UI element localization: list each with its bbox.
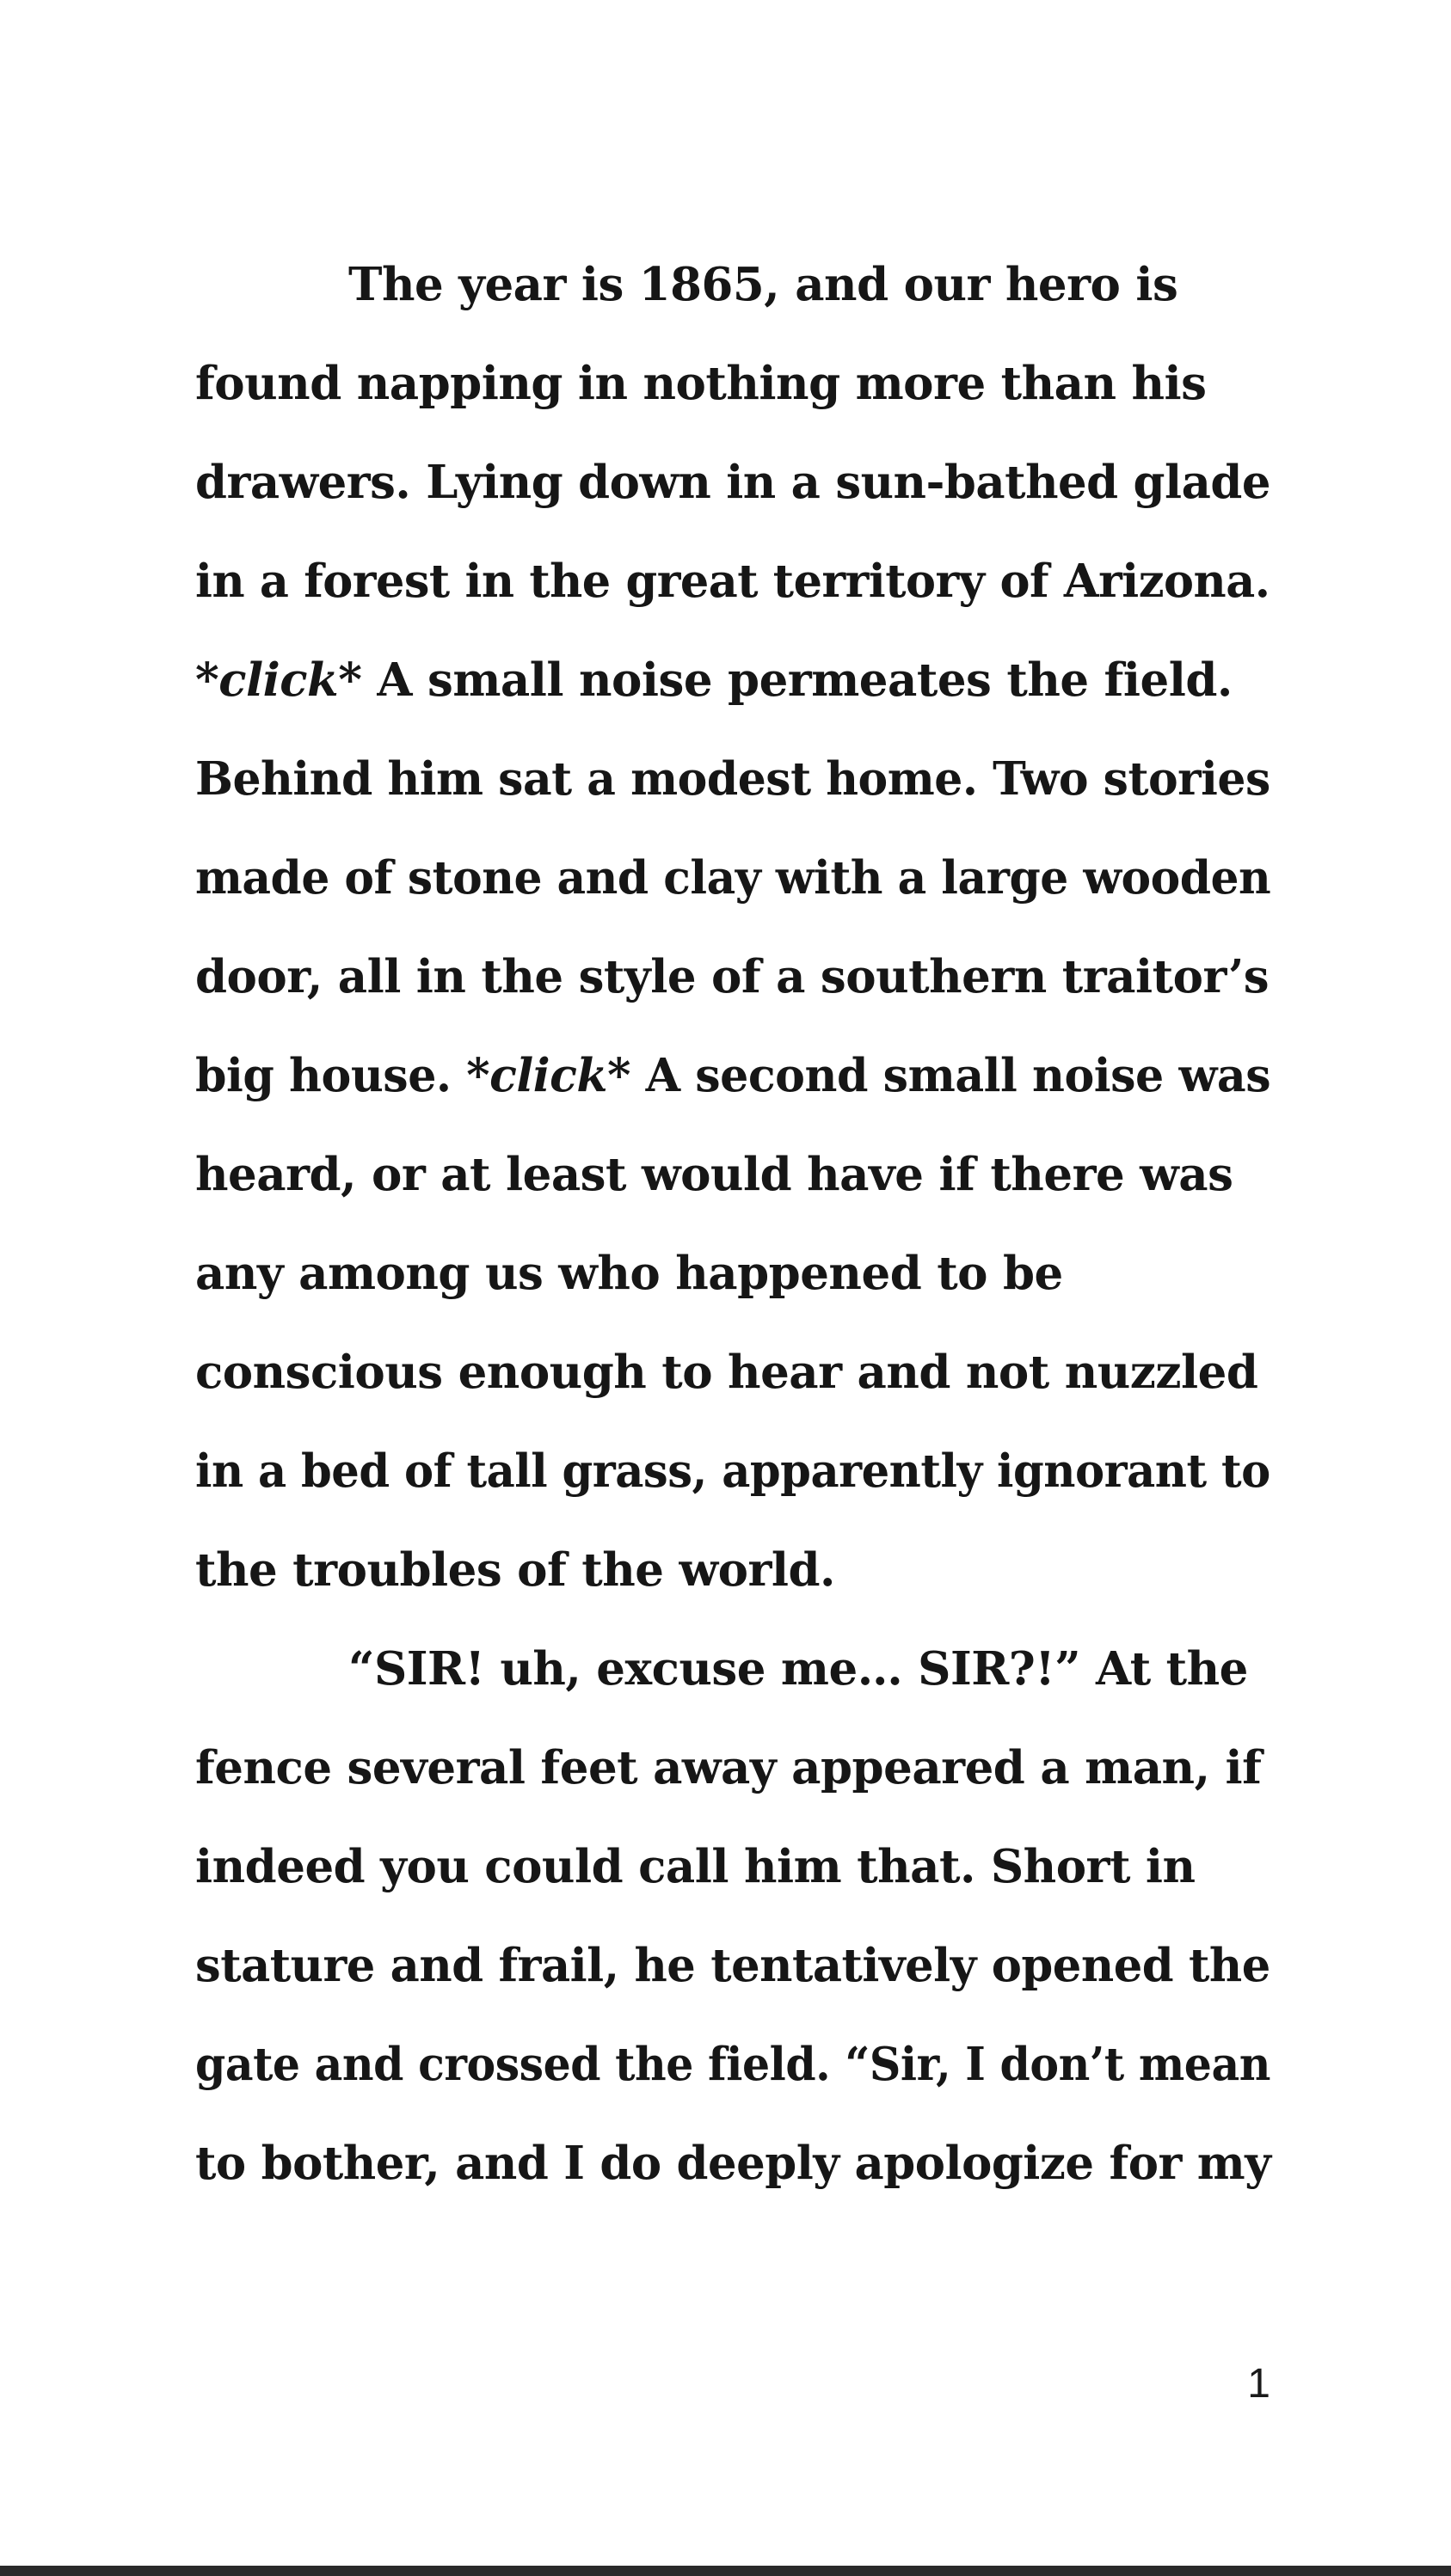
text-line: door, all in the style of a southern traitor’s bbox=[195, 950, 1270, 1003]
text-line: found napping in nothing more than his bbox=[195, 357, 1207, 410]
text-line: The year is 1865, and our hero is bbox=[348, 258, 1178, 311]
text-line: Behind him sat a modest home. Two stories bbox=[195, 752, 1270, 806]
text-line: to bother, and I do deeply apologize for my bbox=[195, 2137, 1271, 2190]
text-line: big house. *click* A second small noise was bbox=[195, 1049, 1271, 1102]
text-line: *click* A small noise permeates the field. bbox=[195, 653, 1233, 707]
body-text bbox=[195, 243, 1270, 2221]
text-line: in a bed of tall grass, apparently ignorant to bbox=[195, 1444, 1270, 1498]
bottom-edge-bar bbox=[0, 2566, 1451, 2576]
text-line: gate and crossed the field. “Sir, I don’t mean bbox=[195, 2038, 1270, 2091]
text-line: indeed you could call him that. Short in bbox=[195, 1840, 1196, 1893]
text-line: in a forest in the great territory of Arizona. bbox=[195, 555, 1270, 608]
text-line: any among us who happened to be bbox=[195, 1247, 1063, 1300]
text-line: the troubles of the world. bbox=[195, 1543, 836, 1597]
text-line: heard, or at least would have if there was bbox=[195, 1148, 1233, 1201]
text-line: made of stone and clay with a large wooden bbox=[195, 851, 1271, 905]
emphasis: click bbox=[218, 653, 339, 707]
text-line: “SIR! uh, excuse me… SIR?!” At the bbox=[348, 1642, 1248, 1696]
text-line: drawers. Lying down in a sun-bathed glade bbox=[195, 456, 1270, 509]
text-line: fence several feet away appeared a man, if bbox=[195, 1741, 1262, 1794]
emphasis: click bbox=[489, 1049, 608, 1102]
text-line: stature and frail, he tentatively opened the bbox=[195, 1939, 1270, 1992]
page-number: 1 bbox=[1247, 2361, 1270, 2407]
text-line: conscious enough to hear and not nuzzled bbox=[195, 1346, 1258, 1399]
